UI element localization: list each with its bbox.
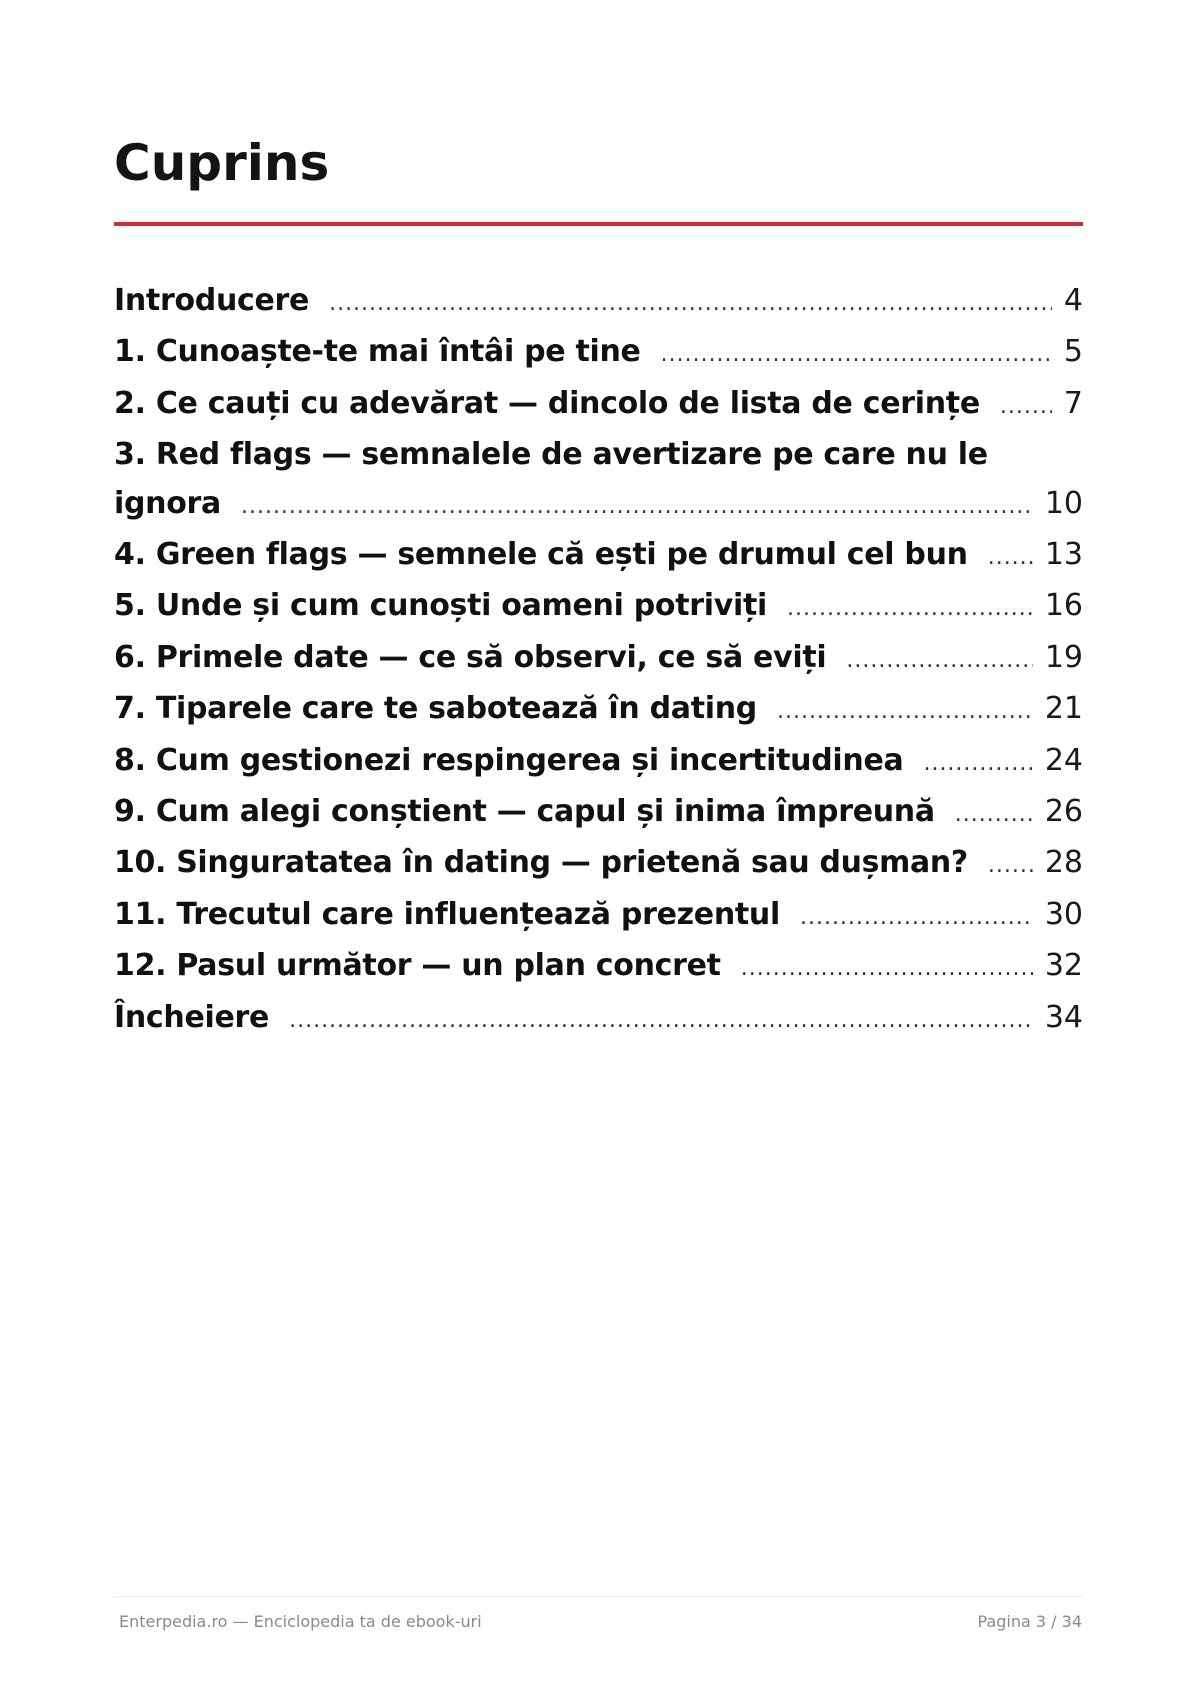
toc-page-number: 19 [1044,639,1083,675]
toc-entry-chapter-6[interactable] [114,634,1083,685]
toc-page-number: 13 [1044,537,1083,573]
toc-entry-title: 10. Singuratatea în dating — prietenă sau dușman? [114,845,968,881]
toc-leader-dots [787,585,1033,633]
toc-entry-chapter-9[interactable] [114,788,1083,839]
toc-entry-title: 4. Green flags — semnele că ești pe drumul cel bun [114,537,968,573]
footer-divider [114,1596,1083,1597]
toc-entry-chapter-7[interactable] [114,685,1083,736]
toc-entry-title: 5. Unde și cum cunoști oameni potriviți [114,588,767,624]
toc-leader-dots [988,842,1033,890]
toc-page-number: 32 [1044,948,1083,984]
toc-entry-chapter-1[interactable] [114,328,1083,379]
toc-page-number: 26 [1044,794,1083,830]
toc-page-number: 34 [1044,999,1083,1035]
toc-entry-chapter-2[interactable] [114,380,1083,431]
toc-entry-chapter-10[interactable] [114,839,1083,890]
toc-leader-dots [329,280,1052,328]
toc-page-number: 7 [1063,385,1083,421]
toc-entry-title: 11. Trecutul care influențează prezentul [114,896,780,932]
toc-entry-chapter-4[interactable] [114,531,1083,582]
toc-leader-dots [955,791,1033,839]
toc-leader-dots [241,483,1033,531]
toc-entry-title: 7. Tiparele care te sabotează în dating [114,691,757,727]
title-divider [114,222,1083,226]
toc-entry-title: Încheiere [114,999,270,1035]
toc-page-number: 10 [1044,485,1083,521]
toc-leader-dots [988,534,1033,582]
toc-leader-dots [741,945,1033,993]
toc-leader-dots [923,740,1032,788]
toc-entry-chapter-8[interactable] [114,737,1083,788]
toc-page-number: 21 [1044,691,1083,727]
toc-entry-title: 1. Cunoaște-te mai întâi pe tine [114,334,641,370]
footer-site-credit: Enterpedia.ro — Enciclopedia ta de ebook-uri [119,1612,482,1631]
page-title: Cuprins [114,134,330,192]
toc-entry-title: 12. Pasul următor — un plan concret [114,948,721,984]
toc-entry-title: 9. Cum alegi conștient — capul și inima împreună [114,794,935,830]
toc-page-number: 4 [1063,283,1083,318]
toc-entry-chapter-12[interactable] [114,942,1083,993]
toc-entry-incheiere[interactable] [114,994,1083,1045]
toc-entry-title: Introducere [114,283,310,318]
toc-entry-title: 2. Ce cauți cu adevărat — dincolo de lista de cerințe [114,385,980,421]
toc-page-number: 30 [1044,896,1083,932]
toc-leader-dots [289,997,1033,1045]
toc-entry-chapter-3[interactable] [114,431,1083,531]
toc-leader-dots [800,894,1033,942]
toc-entry-chapter-5[interactable] [114,582,1083,633]
toc-leader-dots [661,331,1052,379]
footer-page-indicator: Pagina 3 / 34 [977,1612,1082,1631]
table-of-contents [114,277,1083,1045]
toc-entry-title: 8. Cum gestionezi respingerea și incertitudinea [114,742,904,778]
toc-entry-title: 6. Primele date — ce să observi, ce să eviți [114,639,827,675]
toc-leader-dots [777,688,1033,736]
toc-leader-dots [846,637,1032,685]
toc-leader-dots [1000,383,1052,431]
toc-page-number: 24 [1044,742,1083,778]
toc-entry-introducere[interactable] [114,277,1083,328]
toc-entry-title-line2: ignora [114,485,221,521]
toc-page-number: 16 [1044,588,1083,624]
toc-entry-line2 [114,480,1083,531]
toc-page-number: 5 [1063,334,1083,370]
toc-page-number: 28 [1044,845,1083,881]
toc-entry-title-line1: 3. Red flags — semnalele de avertizare pe care nu le [114,437,988,473]
toc-entry-chapter-11[interactable] [114,891,1083,942]
